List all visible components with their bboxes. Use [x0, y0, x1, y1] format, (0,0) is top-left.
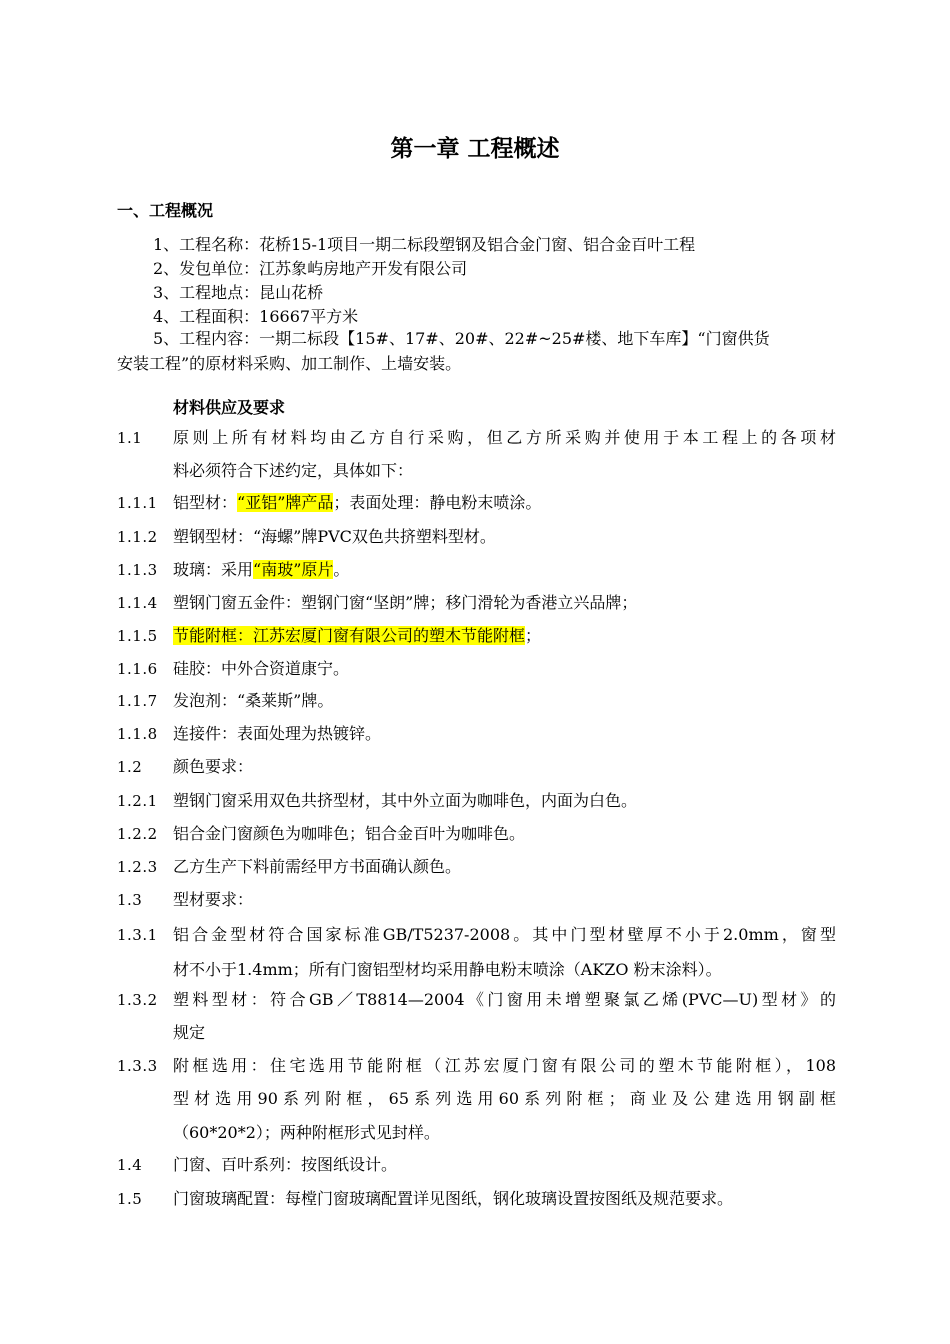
clause-text: 原则上所有材料均由乙方自行采购，但乙方所采购并使用于本工程上的各项材 [173, 428, 836, 447]
clause-number: 1.2.3 [117, 858, 158, 876]
overview-item: 1、工程名称：花桥15-1项目一期二标段塑钢及铝合金门窗、铝合金百叶工程 [153, 235, 696, 254]
highlighted-text: “南玻”原片 [253, 560, 334, 579]
clause-1-1-5 [0, 624, 950, 648]
clause-number: 1.1.2 [117, 528, 158, 546]
clause-number: 1.1.4 [117, 594, 158, 612]
overview-item: 2、发包单位：江苏象屿房地产开发有限公司 [153, 259, 468, 278]
clause-number: 1.3.1 [117, 926, 158, 944]
clause-1-2-1 [0, 789, 950, 813]
clause-text-continuation: 规定 [173, 1023, 206, 1042]
clause-text: 玻璃：采用“南玻”原片。 [173, 560, 350, 579]
clause-1-2-3 [0, 855, 950, 879]
clause-number: 1.1.8 [117, 725, 158, 743]
clause-text-continuation: （60*20*2）；两种附框形式见封样。 [173, 1123, 440, 1142]
clause-1-3 [0, 888, 950, 912]
clause-number: 1.2.2 [117, 825, 158, 843]
overview-item: 4、工程面积：16667平方米 [153, 307, 359, 326]
clause-text: 塑料型材：符合GB／T8814—2004《门窗用未增塑聚氯乙烯(PVC—U)型材》的 [173, 990, 836, 1009]
clause-text: 铝合金门窗颜色为咖啡色；铝合金百叶为咖啡色。 [173, 824, 526, 843]
clause-1-3-2 [0, 988, 950, 1012]
clause-1-1-6 [0, 657, 950, 681]
clause-1-1-7 [0, 689, 950, 713]
chapter-title: 第一章 工程概述 [390, 136, 560, 162]
clause-number: 1.1.1 [117, 494, 158, 512]
clause-text: 塑钢型材：“海螺”牌PVC双色共挤塑料型材。 [173, 527, 496, 546]
clause-text-continuation: 料必须符合下述约定，具体如下： [173, 461, 414, 480]
clause-text: 门窗、百叶系列：按图纸设计。 [173, 1155, 398, 1174]
clause-text: 门窗玻璃配置：每樘门窗玻璃配置详见图纸，钢化玻璃设置按图纸及规范要求。 [173, 1189, 734, 1208]
clause-1-1-3 [0, 558, 950, 582]
clause-1-3-1 [0, 923, 950, 947]
clause-text: 塑钢门窗五金件：塑钢门窗“坚朗”牌；移门滑轮为香港立兴品牌； [173, 593, 638, 612]
clause-text: 型材要求： [173, 890, 254, 909]
clause-number: 1.2 [117, 758, 143, 776]
clause-1-1-8 [0, 722, 950, 746]
clause-text: 颜色要求： [173, 757, 254, 776]
clause-number: 1.1 [117, 429, 143, 447]
highlighted-text: “亚铝”牌产品 [237, 493, 334, 512]
clause-number: 1.3.3 [117, 1057, 158, 1075]
clause-number: 1.5 [117, 1190, 143, 1208]
clause-number: 1.1.6 [117, 660, 158, 678]
clause-text-continuation: 材不小于1.4mm；所有门窗铝型材均采用静电粉末喷涂（AKZO 粉末涂料）。 [173, 960, 722, 979]
clause-1-5 [0, 1187, 950, 1211]
clause-text: 铝合金型材符合国家标准GB/T5237-2008。其中门型材壁厚不小于2.0mm，窗型 [173, 925, 836, 944]
clause-1-2-2 [0, 822, 950, 846]
clause-text: 硅胶：中外合资道康宁。 [173, 659, 350, 678]
overview-item: 5、工程内容：一期二标段【15#、17#、20#、22#~25#楼、地下车库】“门窗供货 [153, 329, 770, 348]
clause-text-continuation: 型材选用90系列附框，65系列选用60系列附框；商业及公建选用钢副框 [173, 1089, 836, 1108]
clause-number: 1.3.2 [117, 991, 158, 1009]
clause-number: 1.1.7 [117, 692, 158, 710]
section-heading-overview: 一、工程概况 [117, 201, 214, 220]
clause-number: 1.1.5 [117, 627, 158, 645]
overview-item: 3、工程地点：昆山花桥 [153, 283, 324, 302]
clause-number: 1.3 [117, 891, 143, 909]
materials-heading: 材料供应及要求 [173, 398, 286, 417]
clause-1-1-4 [0, 591, 950, 615]
clause-number: 1.1.3 [117, 561, 158, 579]
clause-number: 1.4 [117, 1156, 143, 1174]
clause-1-2 [0, 755, 950, 779]
clause-text: 发泡剂：“桑莱斯”牌。 [173, 691, 334, 710]
clause-1-1-2 [0, 525, 950, 549]
overview-item-continuation: 安装工程”的原材料采购、加工制作、上墙安装。 [117, 354, 462, 373]
clause-number: 1.2.1 [117, 792, 158, 810]
clause-text: 乙方生产下料前需经甲方书面确认颜色。 [173, 857, 462, 876]
clause-text: 连接件：表面处理为热镀锌。 [173, 724, 382, 743]
clause-1-1 [0, 426, 950, 450]
clause-1-4 [0, 1153, 950, 1177]
clause-1-1-1 [0, 491, 950, 515]
clause-text: 塑钢门窗采用双色共挤型材，其中外立面为咖啡色，内面为白色。 [173, 791, 638, 810]
clause-text: 节能附框：江苏宏厦门窗有限公司的塑木节能附框； [173, 626, 542, 645]
clause-1-3-3 [0, 1054, 950, 1078]
clause-text: 铝型材：“亚铝”牌产品；表面处理：静电粉末喷涂。 [173, 493, 542, 512]
clause-text: 附框选用：住宅选用节能附框（江苏宏厦门窗有限公司的塑木节能附框），108 [173, 1056, 836, 1075]
highlighted-text: 节能附框：江苏宏厦门窗有限公司的塑木节能附框 [173, 626, 526, 645]
